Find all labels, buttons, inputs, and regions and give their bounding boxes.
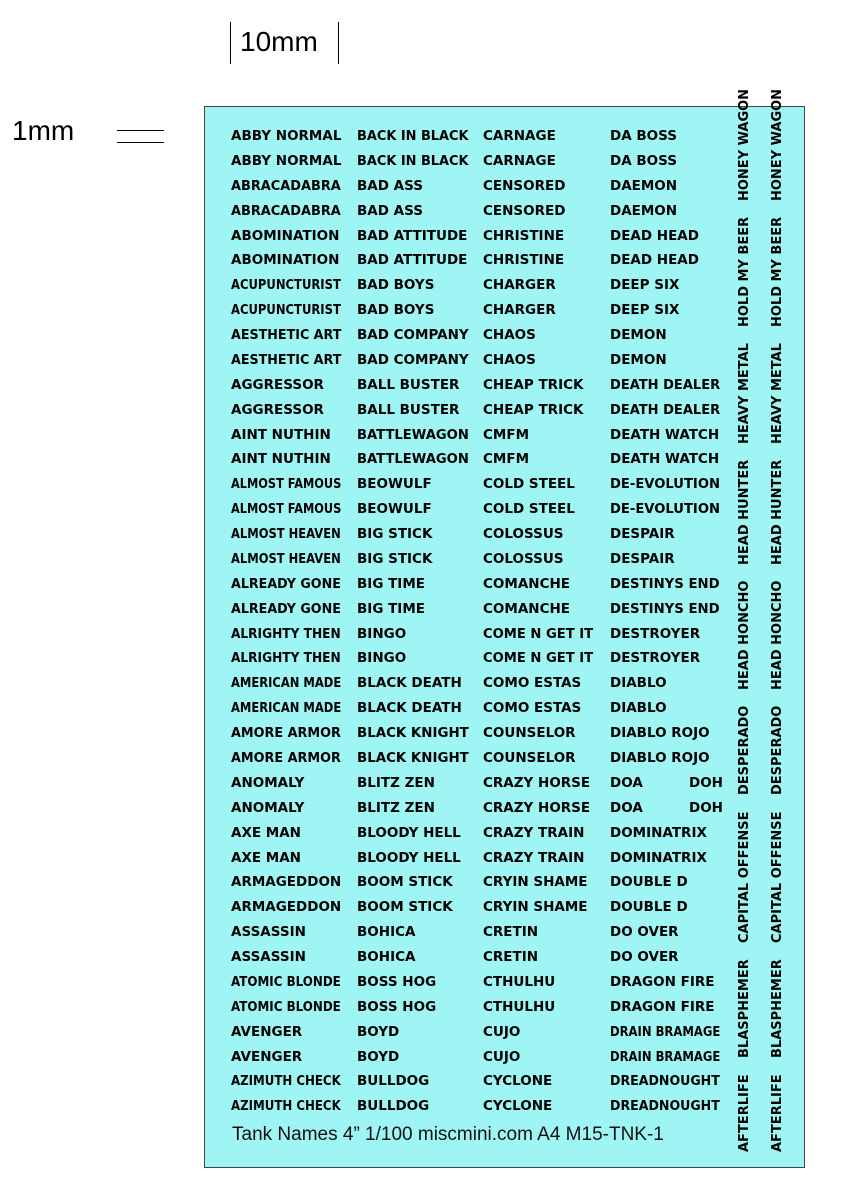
decal-name-c3: COLD STEEL <box>483 476 575 493</box>
decal-name-c2: BEOWULF <box>357 501 432 518</box>
decal-name-c2: BATTLEWAGON <box>357 426 469 443</box>
decal-name-c1: ABRACADABRA <box>231 202 341 219</box>
decal-name-c2: BAD ATTITUDE <box>357 227 468 244</box>
vertical-decal-name: HEAD HONCHO <box>737 580 752 690</box>
decal-name-c1: ALMOST FAMOUS <box>231 501 342 518</box>
decal-name-c1: AZIMUTH CHECK <box>231 1073 341 1090</box>
decal-name-c4: DEAD HEAD <box>610 227 699 244</box>
vertical-decal-name: HEAD HUNTER <box>737 459 752 565</box>
decal-name-c4: DEAD HEAD <box>610 252 699 269</box>
decal-name-c4: DIABLO ROJO <box>610 725 710 742</box>
decal-name-c2: BIG TIME <box>357 600 425 617</box>
decal-name-c4: DESTINYS END <box>610 600 720 617</box>
decal-name-c3: COUNSELOR <box>483 725 576 742</box>
decal-name-c2: BLOODY HELL <box>357 824 461 841</box>
decal-name-c1: ACUPUNCTURIST <box>231 277 341 294</box>
scale-1mm-line-bottom <box>117 142 164 143</box>
decal-name-c4: DOA <box>610 774 643 791</box>
decal-name-c4: DOUBLE D <box>610 874 688 891</box>
decal-name-c2: BLOODY HELL <box>357 849 461 866</box>
vertical-decal-name: BLASPHEMER <box>737 959 752 1058</box>
decal-name-c3: CRETIN <box>483 924 539 941</box>
decal-name-c4: DESTROYER <box>610 650 701 667</box>
decal-name-c4: DREADNOUGHT <box>610 1073 720 1090</box>
decal-name-c1: AESTHETIC ART <box>231 351 342 368</box>
decal-name-c4: DEATH WATCH <box>610 426 720 443</box>
decal-name-c3: CHEAP TRICK <box>483 376 584 393</box>
decal-name-c1: ALREADY GONE <box>231 600 341 617</box>
decal-name-c2: BOHICA <box>357 949 416 966</box>
decal-name-c2: BEOWULF <box>357 476 432 493</box>
decal-name-c1: ARMAGEDDON <box>231 874 342 891</box>
decal-name-c3: CHRISTINE <box>483 252 565 269</box>
decal-name-c2: BOSS HOG <box>357 998 437 1015</box>
decal-name-c4: DIABLO <box>610 700 667 717</box>
decal-name-c1: AESTHETIC ART <box>231 327 342 344</box>
decal-name-c2: BAD COMPANY <box>357 351 469 368</box>
decal-name-c2: BACK IN BLACK <box>357 152 469 169</box>
decal-name-c2: BIG TIME <box>357 575 425 592</box>
scale-10mm-label: 10mm <box>240 26 318 57</box>
decal-name-c1: ABOMINATION <box>231 252 340 269</box>
decal-name-extra: DOH <box>689 799 723 816</box>
decal-name-c3: CARNAGE <box>483 152 556 169</box>
vertical-decal-name: HOLD MY BEER <box>770 216 785 327</box>
decal-name-c3: CHRISTINE <box>483 227 565 244</box>
decal-name-c3: CHEAP TRICK <box>483 401 584 418</box>
decal-name-c2: BLACK DEATH <box>357 675 462 692</box>
decal-name-c4: DA BOSS <box>610 152 677 169</box>
vertical-decal-name: AFTERLIFE <box>770 1074 785 1152</box>
vertical-decal-name: CAPITAL OFFENSE <box>770 811 785 943</box>
decal-name-c3: CTHULHU <box>483 998 556 1015</box>
decal-name-c1: AXE MAN <box>231 849 301 866</box>
scale-tick-right <box>338 22 339 64</box>
vertical-decal-name: DESPERADO <box>737 705 752 795</box>
vertical-decal-name: DESPERADO <box>770 705 785 795</box>
decal-name-c4: DE-EVOLUTION <box>610 501 720 518</box>
decal-name-c3: CRAZY TRAIN <box>483 849 585 866</box>
decal-name-c1: ALMOST HEAVEN <box>231 550 341 567</box>
decal-name-c4: DO OVER <box>610 924 679 941</box>
decal-name-c4: DESTROYER <box>610 625 701 642</box>
decal-name-c4: DOUBLE D <box>610 899 688 916</box>
decal-name-c4: DOMINATRIX <box>610 849 707 866</box>
decal-name-c1: AVENGER <box>231 1023 303 1040</box>
decal-name-c1: ATOMIC BLONDE <box>231 973 341 990</box>
decal-name-c4: DA BOSS <box>610 128 677 144</box>
decal-name-c3: CYCLONE <box>483 1073 553 1090</box>
decal-name-c3: COLOSSUS <box>483 550 564 567</box>
decal-name-c1: ATOMIC BLONDE <box>231 998 341 1015</box>
decal-name-c3: COME N GET IT <box>483 625 594 642</box>
decal-name-c3: CYCLONE <box>483 1098 553 1115</box>
decal-name-c1: AMERICAN MADE <box>231 675 342 692</box>
decal-name-c3: CENSORED <box>483 177 566 194</box>
vertical-decal-name: HONEY WAGON <box>770 88 785 201</box>
decal-name-c1: ABRACADABRA <box>231 177 341 194</box>
decal-name-c1: ALMOST HEAVEN <box>231 526 341 543</box>
decal-name-c3: CRAZY TRAIN <box>483 824 585 841</box>
decal-name-c4: DEEP SIX <box>610 302 680 319</box>
decal-name-c2: BALL BUSTER <box>357 401 460 418</box>
decal-name-c2: BAD ASS <box>357 202 423 219</box>
decal-name-c4: DESPAIR <box>610 550 675 567</box>
decal-name-c3: CMFM <box>483 451 529 468</box>
vertical-decal-name: CAPITAL OFFENSE <box>737 811 752 943</box>
decal-name-c2: BOSS HOG <box>357 973 437 990</box>
decal-name-c2: BOYD <box>357 1048 400 1065</box>
scale-tick-left <box>230 22 231 64</box>
decal-name-c3: CRAZY HORSE <box>483 774 591 791</box>
scale-1mm-line-top <box>117 130 164 131</box>
decal-name-c2: BACK IN BLACK <box>357 128 469 144</box>
decal-name-c1: AINT NUTHIN <box>231 426 331 443</box>
vertical-decal-name: BLASPHEMER <box>770 959 785 1058</box>
decal-name-c1: ALRIGHTY THEN <box>231 625 341 642</box>
decal-name-c4: DESPAIR <box>610 526 675 543</box>
decal-name-c4: DE-EVOLUTION <box>610 476 720 493</box>
decal-name-c1: AMERICAN MADE <box>231 700 342 717</box>
decal-name-c3: CUJO <box>483 1048 521 1065</box>
vertical-decal-name: HEAD HUNTER <box>770 459 785 565</box>
vertical-decal-name: HEAVY METAL <box>770 343 785 444</box>
decal-name-c3: COUNSELOR <box>483 750 576 766</box>
decal-name-c1: AZIMUTH CHECK <box>231 1098 341 1115</box>
decal-name-c1: AMORE ARMOR <box>231 725 341 742</box>
decal-name-c2: BAD BOYS <box>357 277 435 294</box>
vertical-decal-name: HEAVY METAL <box>737 343 752 444</box>
decal-name-c3: CUJO <box>483 1023 521 1040</box>
decal-name-c4: DEATH DEALER <box>610 376 721 393</box>
decal-name-c2: BAD COMPANY <box>357 327 469 344</box>
decal-name-c4: DEATH WATCH <box>610 451 720 468</box>
decal-name-c4: DRAGON FIRE <box>610 973 715 990</box>
decal-name-c4: DEEP SIX <box>610 277 680 294</box>
decal-name-c2: BLACK DEATH <box>357 700 462 717</box>
decal-name-c2: BOOM STICK <box>357 874 453 891</box>
decal-name-c3: CHARGER <box>483 302 556 319</box>
decal-name-c2: BIG STICK <box>357 550 433 567</box>
decal-name-c3: COLOSSUS <box>483 526 564 543</box>
decal-name-c2: BAD ATTITUDE <box>357 252 468 269</box>
decal-name-c3: CARNAGE <box>483 128 556 144</box>
vertical-decal-name: HONEY WAGON <box>737 88 752 201</box>
decal-name-c2: BOHICA <box>357 924 416 941</box>
decal-name-c4: DRAIN BRAMAGE <box>610 1048 721 1065</box>
decal-name-c4: DEMON <box>610 351 667 368</box>
decal-name-c1: AINT NUTHIN <box>231 451 331 468</box>
decal-name-c1: AGGRESSOR <box>231 376 324 393</box>
decal-name-c2: BAD ASS <box>357 177 423 194</box>
decal-name-c3: COME N GET IT <box>483 650 594 667</box>
decal-name-c2: BINGO <box>357 625 407 642</box>
decal-name-c3: CMFM <box>483 426 529 443</box>
decal-name-c3: CHAOS <box>483 351 536 368</box>
decal-name-c3: COMO ESTAS <box>483 675 582 692</box>
decal-name-c1: ANOMALY <box>231 799 305 816</box>
decal-name-c4: DOMINATRIX <box>610 824 707 841</box>
decal-name-c1: AMORE ARMOR <box>231 750 341 766</box>
sheet-footer: Tank Names 4” 1/100 miscmini.com A4 M15-TNK-1 <box>232 1124 664 1145</box>
decal-name-c2: BALL BUSTER <box>357 376 460 393</box>
decal-name-c1: ACUPUNCTURIST <box>231 302 341 319</box>
decal-name-c1: ARMAGEDDON <box>231 899 342 916</box>
decal-name-c3: CRYIN SHAME <box>483 874 588 891</box>
vertical-decal-name: HOLD MY BEER <box>737 216 752 327</box>
decal-name-c2: BOYD <box>357 1023 400 1040</box>
decal-name-c1: ALREADY GONE <box>231 575 341 592</box>
decal-name-c2: BATTLEWAGON <box>357 451 469 468</box>
decal-name-c4: DAEMON <box>610 202 678 219</box>
decal-name-c1: ASSASSIN <box>231 949 306 966</box>
decal-name-c3: CHAOS <box>483 327 536 344</box>
decal-name-c1: ANOMALY <box>231 774 305 791</box>
decal-name-c1: ALMOST FAMOUS <box>231 476 342 493</box>
decal-name-c3: CTHULHU <box>483 973 556 990</box>
decal-name-c1: ASSASSIN <box>231 924 306 941</box>
decal-name-c2: BLITZ ZEN <box>357 774 435 791</box>
decal-sheet <box>204 88 805 1168</box>
decal-name-c2: BINGO <box>357 650 407 667</box>
decal-name-c4: DREADNOUGHT <box>610 1098 720 1115</box>
decal-name-c2: BULLDOG <box>357 1073 430 1090</box>
decal-name-c1: AGGRESSOR <box>231 401 324 418</box>
decal-name-c3: CENSORED <box>483 202 566 219</box>
vertical-decal-name: HEAD HONCHO <box>770 580 785 690</box>
decal-name-c4: DRAIN BRAMAGE <box>610 1023 721 1040</box>
decal-name-c4: DIABLO ROJO <box>610 750 710 766</box>
decal-name-extra: DOH <box>689 774 723 791</box>
decal-name-c3: COMANCHE <box>483 575 570 592</box>
decal-name-c2: BLACK KNIGHT <box>357 725 469 742</box>
decal-name-c4: DO OVER <box>610 949 679 966</box>
decal-name-c1: ALRIGHTY THEN <box>231 650 341 667</box>
decal-name-c2: BLACK KNIGHT <box>357 750 469 766</box>
decal-name-c3: CHARGER <box>483 277 556 294</box>
decal-name-c2: BULLDOG <box>357 1098 430 1115</box>
decal-name-c4: DEATH DEALER <box>610 401 721 418</box>
decal-name-c3: COMANCHE <box>483 600 570 617</box>
decal-name-c2: BAD BOYS <box>357 302 435 319</box>
decal-name-c4: DOA <box>610 799 643 816</box>
decal-name-c3: CRYIN SHAME <box>483 899 588 916</box>
decal-name-c3: CRAZY HORSE <box>483 799 591 816</box>
decal-name-c4: DEMON <box>610 327 667 344</box>
decal-name-c1: AXE MAN <box>231 824 301 841</box>
decal-name-c2: BLITZ ZEN <box>357 799 435 816</box>
vertical-decal-name: AFTERLIFE <box>737 1074 752 1152</box>
decal-name-c4: DIABLO <box>610 675 667 692</box>
decal-name-c3: COMO ESTAS <box>483 700 582 717</box>
decal-name-c1: ABBY NORMAL <box>231 128 342 144</box>
decal-name-c4: DESTINYS END <box>610 575 720 592</box>
decal-name-c3: COLD STEEL <box>483 501 575 518</box>
decal-name-c1: AVENGER <box>231 1048 303 1065</box>
decal-name-c2: BIG STICK <box>357 526 433 543</box>
decal-name-c4: DAEMON <box>610 177 678 194</box>
decal-name-c3: CRETIN <box>483 949 539 966</box>
scale-10mm <box>230 22 340 64</box>
scale-1mm-label: 1mm <box>12 115 75 146</box>
decal-name-c1: ABOMINATION <box>231 227 340 244</box>
decal-name-c4: DRAGON FIRE <box>610 998 715 1015</box>
decal-name-c2: BOOM STICK <box>357 899 453 916</box>
decal-name-c1: ABBY NORMAL <box>231 152 342 169</box>
